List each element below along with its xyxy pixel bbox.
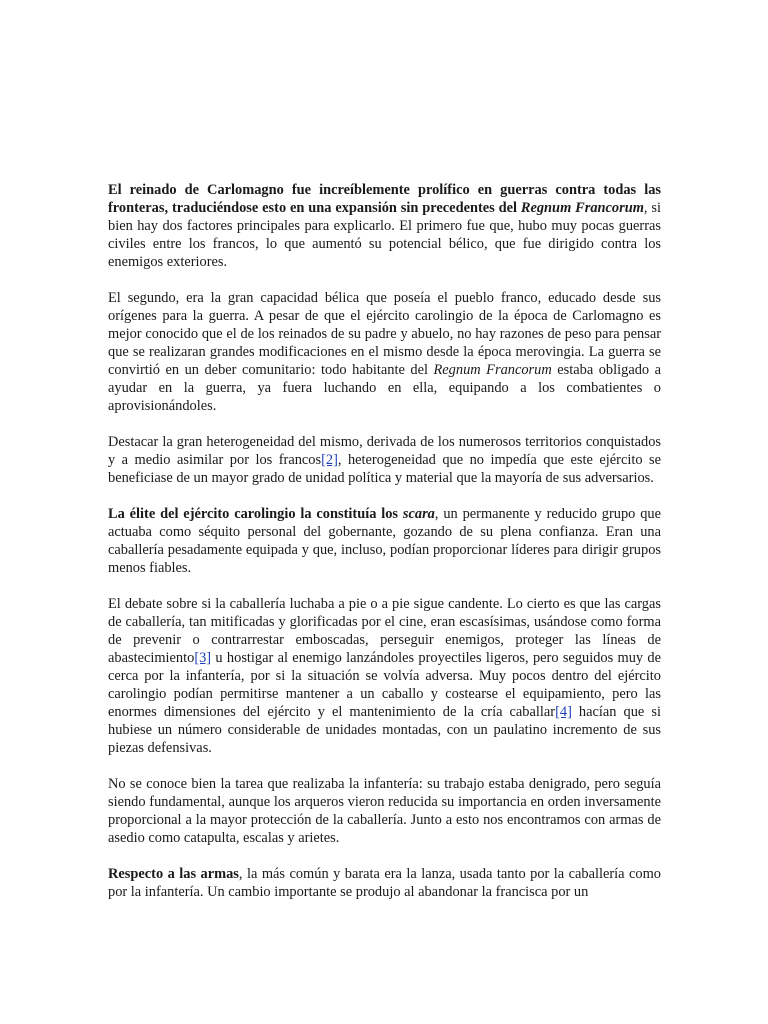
paragraph-4-text: , un permanente y reducido grupo que actuaba como séquito personal del gobernante, gozando de su plena confianza. Eran una caballería pesadamente equipada y que, incluso, podían proporcionar líderes para dirigir grupos menos fiables. xyxy=(108,506,661,576)
paragraph-6-text: No se conoce bien la tarea que realizaba la infantería: su trabajo estaba denigrado, pero seguía siendo fundamental, aunque los arqueros vieron reducida su importancia en orden inversamente proporcional a la mayor protección de la caballería. Junto a esto nos encontramos con armas de asedio como catapulta, escalas y arietes. xyxy=(108,776,661,846)
paragraph-1 xyxy=(108,181,661,271)
footnote-link-3[interactable]: [3] xyxy=(194,650,212,666)
paragraph-7-bold-intro: Respecto a las armas xyxy=(108,866,239,882)
term-scara: scara xyxy=(402,506,435,522)
paragraph-1-text: , si bien hay dos factores principales para explicarlo. El primero fue que, hubo muy pocas guerras civiles entre los francos, lo que aumentó su potencial bélico, que fue dirigido contra los enemigos exteriores. xyxy=(108,200,661,270)
paragraph-5-middle: u hostigar al enemigo lanzándoles proyectiles ligeros, pero seguidos muy de cerca por la infantería, por si la situación se volvía adversa. Muy pocos dentro del ejército carolingio podían permitirse mantener a un caballo y costearse el equipamiento, pero las enormes dimensiones del ejército y el mantenimiento de la cría caballar xyxy=(108,650,661,720)
term-regnum-francorum-2: Regnum Francorum xyxy=(433,362,552,378)
term-regnum-francorum: Regnum Francorum xyxy=(520,200,644,216)
paragraph-7-text: , la más común y barata era la lanza, usada tanto por la caballería como por la infantería. Un cambio importante se produjo al abandonar la francisca por un xyxy=(108,866,661,900)
paragraph-3-rest: , heterogeneidad que no impedía que este ejército se beneficiase de un mayor grado de unidad política y material que la mayoría de sus adversarios. xyxy=(108,452,661,486)
paragraph-4-bold-intro: La élite del ejército carolingio la constituía los xyxy=(108,506,403,522)
paragraph-5-rest: hacían que si hubiese un número considerable de unidades montadas, con un paulatino incremento de sus piezas defensivas. xyxy=(108,704,661,756)
paragraph-4 xyxy=(108,505,661,577)
footnote-link-4[interactable]: [4] xyxy=(555,704,572,720)
paragraph-3 xyxy=(108,433,661,487)
paragraph-3-text: Destacar la gran heterogeneidad del mismo, derivada de los numerosos territorios conquistados y a medio asimilar por los francos xyxy=(108,434,661,468)
paragraph-2-text: El segundo, era la gran capacidad bélica que poseía el pueblo franco, educado desde sus orígenes para la guerra. A pesar de que el ejército carolingio de la época de Carlomagno es mejor conocido que el de los reinados de su padre y abuelo, no hay razones de peso para pensar que se realizaran grandes modificaciones en el mismo desde la época merovingia. La guerra se convirtió en un deber comunitario: todo habitante del xyxy=(108,290,661,378)
paragraph-6 xyxy=(108,775,661,847)
paragraph-5-text: El debate sobre si la caballería luchaba a pie o a pie sigue candente. Lo cierto es que las cargas de caballería, tan mitificadas y glorificadas por el cine, eran escasísimas, usándose como forma de prevenir o contrarrestar emboscadas, perseguir enemigos, proteger las líneas de abastecimiento xyxy=(108,596,661,666)
paragraph-7 xyxy=(108,865,661,901)
paragraph-2-rest: estaba obligado a ayudar en la guerra, ya fuera luchando en ella, equipando a los combatientes o aprovisionándoles. xyxy=(108,362,661,414)
footnote-link-2[interactable]: [2] xyxy=(321,452,338,468)
document-body xyxy=(108,181,661,919)
paragraph-5 xyxy=(108,595,661,757)
paragraph-1-bold-intro: El reinado de Carlomagno fue increíblemente prolífico en guerras contra todas las fronteras, traduciéndose esto en una expansión sin precedentes del xyxy=(108,182,661,216)
paragraph-2 xyxy=(108,289,661,415)
